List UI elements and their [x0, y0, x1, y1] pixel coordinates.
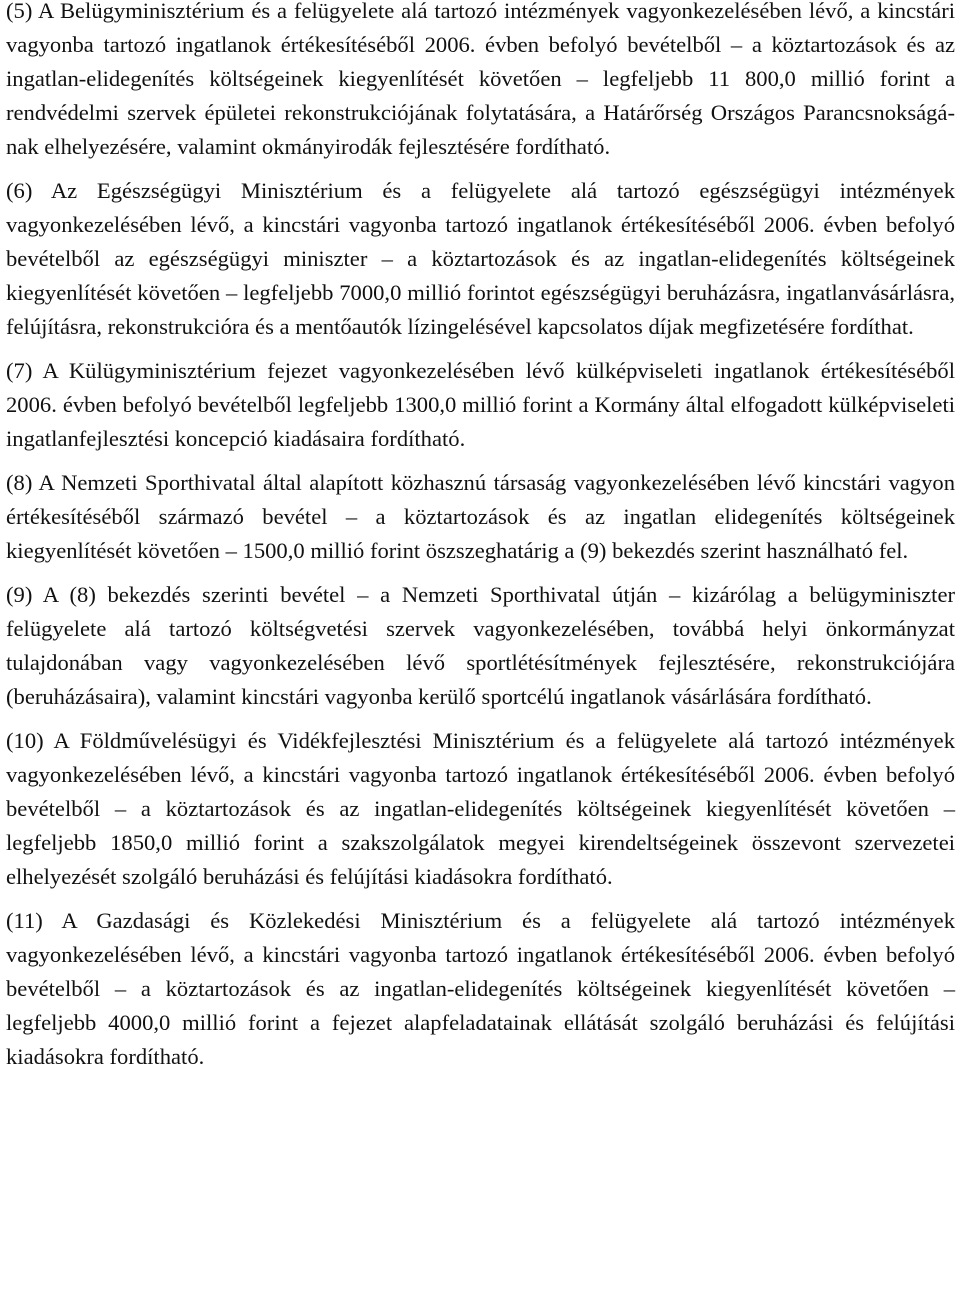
paragraph-5: (5) A Belügyminisztérium és a felügyelete alá tartozó intézmények vagyonkezelésében lévő, a kincstári vagyonba tartozó ingatlanok értékesítéséből 2006. évben befolyó bevételből – a köztartozások és az ingatlan-elidegenítés költségeinek kiegyenlítését követően – legfeljebb 11 800,0 millió forint a rendvédelmi szervek épületei rekonstrukciójának folytatására, a Határőrség Országos Parancsnokságának elhelyezésére, valamint okmányirodák fejlesztésére fordítható. — [6, 0, 955, 159]
paragraph-9: (9) A (8) bekezdés szerinti bevétel – a Nemzeti Sporthivatal útján – kizárólag a belügyminiszter felügyelete alá tartozó költségvetési szervek vagyonkezelésében, továbbá helyi önkormányzat tulajdonában vagy vagyonkezelésében lévő sportlétésítmények fejlesztésére, rekonstrukciójára (beruházásaira), valamint kincstári vagyonba kerülő sportcélú ingatlanok vásárlására fordítható. — [6, 582, 955, 709]
paragraph-10: (10) A Földművelésügyi és Vidékfejlesztési Minisztérium és a felügyelete alá tartozó intézmények vagyonkezelésében lévő, a kincstári vagyonba tartozó ingatlanok értékesítéséből 2006. évben befolyó bevételből – a köztartozások és az ingatlan-elidegenítés költségeinek kiegyenlítését követően – legfeljebb 1850,0 millió forint a szakszolgálatok megyei kirendeltségeinek összevont szervezetei elhelyezését szolgáló beruházási és felújítási kiadásokra fordítható. — [6, 728, 955, 889]
paragraph-11: (11) A Gazdasági és Közlekedési Minisztérium és a felügyelete alá tartozó intézmények vagyonkezelésében lévő, a kincstári vagyonba tartozó ingatlanok értékesítéséből 2006. évben befolyó bevételből – a köztartozások és az ingatlan-elidegenítés költségeinek kiegyenlítését követően – legfeljebb 4000,0 millió forint a fejezet alapfeladatainak ellátását szolgáló beruházási és felújítási kiadásokra fordítható. — [6, 908, 955, 1069]
paragraph-6: (6) Az Egészségügyi Minisztérium és a felügyelete alá tartozó egészségügyi intézmények vagyonkezelésében lévő, a kincstári vagyonba tartozó ingatlanok értékesítéséből 2006. évben befolyó bevételből az egészségügyi miniszter – a köztartozások és az ingatlan-elidegenítés költségeinek kiegyenlítését követően – legfeljebb 7000,0 millió forintot egészségügyi beruházásra, ingatlanvásárlásra, felújításra, rekonstrukcióra és a mentőautók lízingelésével kapcsolatos díjak megfizetésére fordíthat. — [6, 178, 955, 339]
paragraph-7: (7) A Külügyminisztérium fejezet vagyonkezelésében lévő külképviseleti ingatlanok értékesítéséből 2006. évben befolyó bevételből legfeljebb 1300,0 millió forint a Kormány által elfogadott külképviseleti ingatlanfejlesztési koncepció kiadásaira fordítható. — [6, 358, 955, 451]
paragraph-8: (8) A Nemzeti Sporthivatal által alapított közhasznú társaság vagyonkezelésében lévő kincstári vagyon értékesítéséből származó bevétel – a köztartozások és az ingatlan elidegenítés költségeinek kiegyenlítését követően – 1500,0 millió forint öszszeghatárig a (9) bekezdés szerint használható fel. — [6, 470, 955, 563]
